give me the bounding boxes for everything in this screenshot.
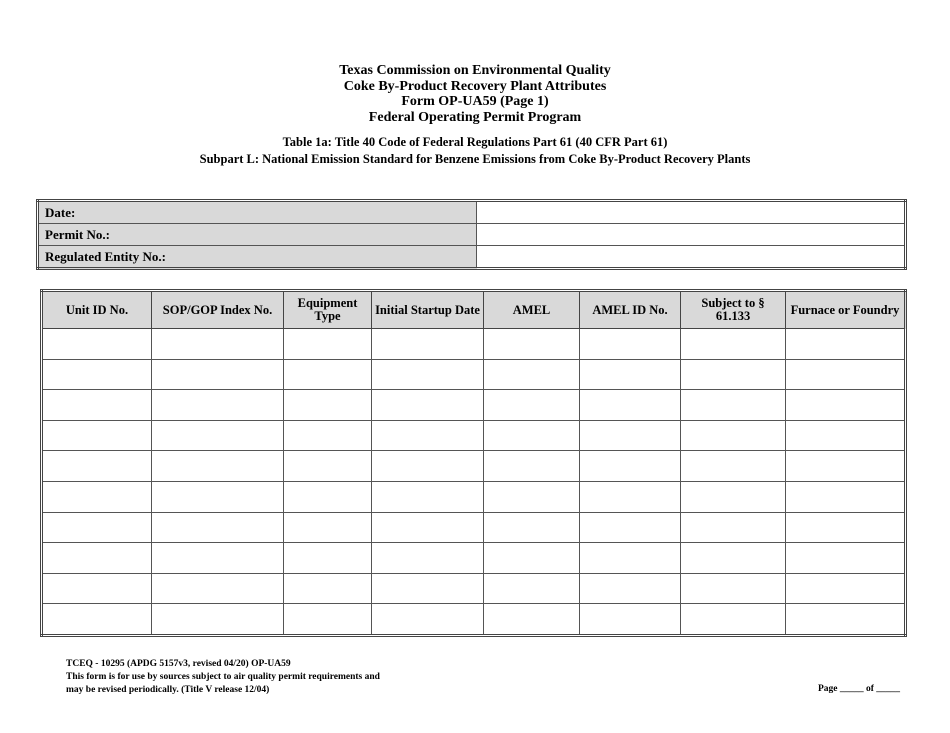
table-cell[interactable] <box>152 390 284 421</box>
info-table <box>36 199 907 270</box>
table-cell[interactable] <box>681 512 786 543</box>
table-cell[interactable] <box>786 604 906 636</box>
table-cell[interactable] <box>284 573 372 604</box>
table-row <box>42 543 906 574</box>
table-cell[interactable] <box>484 512 580 543</box>
form-id: TCEQ - 10295 (APDG 5157v3, revised 04/20) OP-UA59 <box>66 659 291 669</box>
info-row <box>38 246 906 269</box>
table-cell[interactable] <box>580 604 681 636</box>
table-cell[interactable] <box>681 451 786 482</box>
table-cell[interactable] <box>580 329 681 360</box>
table-cell[interactable] <box>484 390 580 421</box>
table-cell[interactable] <box>284 451 372 482</box>
info-row <box>38 201 906 224</box>
info-value-field[interactable] <box>477 246 906 269</box>
table-cell[interactable] <box>284 481 372 512</box>
table-cell[interactable] <box>42 359 152 390</box>
table-cell[interactable] <box>580 573 681 604</box>
table-cell[interactable] <box>152 420 284 451</box>
table-cell[interactable] <box>152 512 284 543</box>
table-cell[interactable] <box>42 329 152 360</box>
table-cell[interactable] <box>42 543 152 574</box>
table-cell[interactable] <box>484 451 580 482</box>
table-cell[interactable] <box>372 390 484 421</box>
table-cell[interactable] <box>484 543 580 574</box>
column-header: Subject to § 61.133 <box>681 291 786 329</box>
table-cell[interactable] <box>786 390 906 421</box>
table-cell[interactable] <box>152 329 284 360</box>
column-header: Initial Startup Date <box>372 291 484 329</box>
table-row <box>42 359 906 390</box>
table-cell[interactable] <box>42 512 152 543</box>
table-cell[interactable] <box>580 359 681 390</box>
table-cell[interactable] <box>284 604 372 636</box>
table-cell[interactable] <box>786 451 906 482</box>
table-cell[interactable] <box>681 329 786 360</box>
info-label: Permit No.: <box>38 224 477 246</box>
column-header: Equipment Type <box>284 291 372 329</box>
table-cell[interactable] <box>42 390 152 421</box>
page-number: Page _____ of _____ <box>818 684 901 694</box>
table-row <box>42 573 906 604</box>
table-cell[interactable] <box>152 604 284 636</box>
table-cell[interactable] <box>580 512 681 543</box>
table-cell[interactable] <box>284 543 372 574</box>
form-header <box>0 63 950 125</box>
column-header: SOP/GOP Index No. <box>152 291 284 329</box>
table-cell[interactable] <box>786 359 906 390</box>
column-header: Furnace or Foundry <box>786 291 906 329</box>
table-cell[interactable] <box>681 604 786 636</box>
table-row <box>42 329 906 360</box>
table-cell[interactable] <box>284 420 372 451</box>
table-cell[interactable] <box>786 573 906 604</box>
table-cell[interactable] <box>484 359 580 390</box>
table-cell[interactable] <box>42 481 152 512</box>
table-cell[interactable] <box>152 573 284 604</box>
table-cell[interactable] <box>786 543 906 574</box>
info-label: Regulated Entity No.: <box>38 246 477 269</box>
form-title: Coke By-Product Recovery Plant Attributes <box>343 78 607 94</box>
table-cell[interactable] <box>372 604 484 636</box>
info-value-field[interactable] <box>477 224 906 246</box>
table-cell[interactable] <box>484 481 580 512</box>
table-cell[interactable] <box>372 329 484 360</box>
info-label: Date: <box>38 201 477 224</box>
table-cell[interactable] <box>484 329 580 360</box>
form-number: Form OP-UA59 (Page 1) <box>401 94 549 109</box>
table-cell[interactable] <box>484 420 580 451</box>
footer <box>66 658 380 697</box>
table-cell[interactable] <box>284 359 372 390</box>
table-cell[interactable] <box>484 604 580 636</box>
table-cell[interactable] <box>372 359 484 390</box>
table-heading <box>0 134 950 168</box>
table-cell[interactable] <box>681 481 786 512</box>
table-cell[interactable] <box>580 420 681 451</box>
table-cell[interactable] <box>580 390 681 421</box>
table-row <box>42 451 906 482</box>
table-cell[interactable] <box>284 390 372 421</box>
table-cell[interactable] <box>681 543 786 574</box>
table-row <box>42 512 906 543</box>
table-title: Table 1a: Title 40 Code of Federal Regulations Part 61 (40 CFR Part 61) <box>282 135 668 149</box>
table-subtitle: Subpart L: National Emission Standard for Benzene Emissions from Coke By-Product Recovery Plants <box>199 152 751 166</box>
table-cell[interactable] <box>284 329 372 360</box>
table-cell[interactable] <box>152 543 284 574</box>
table-cell[interactable] <box>372 543 484 574</box>
table-cell[interactable] <box>42 573 152 604</box>
column-header: Unit ID No. <box>42 291 152 329</box>
column-header: AMEL ID No. <box>580 291 681 329</box>
table-cell[interactable] <box>372 573 484 604</box>
table-cell[interactable] <box>42 420 152 451</box>
table-cell[interactable] <box>681 359 786 390</box>
table-cell[interactable] <box>786 420 906 451</box>
table-cell[interactable] <box>152 451 284 482</box>
table-cell[interactable] <box>681 573 786 604</box>
attributes-table <box>40 289 907 637</box>
table-cell[interactable] <box>681 420 786 451</box>
table-cell[interactable] <box>786 329 906 360</box>
table-row <box>42 481 906 512</box>
info-value-field[interactable] <box>477 201 906 224</box>
table-cell[interactable] <box>42 451 152 482</box>
program-name: Federal Operating Permit Program <box>368 109 582 125</box>
table-cell[interactable] <box>484 573 580 604</box>
table-cell[interactable] <box>372 420 484 451</box>
table-cell[interactable] <box>372 451 484 482</box>
footer-note: This form is for use by sources subject to air quality permit requirements and <box>66 672 380 682</box>
footer-note: may be revised periodically. (Title V release 12/04) <box>66 685 270 695</box>
table-row <box>42 420 906 451</box>
table-cell[interactable] <box>580 481 681 512</box>
info-row <box>38 224 906 246</box>
table-row <box>42 390 906 421</box>
table-cell[interactable] <box>152 359 284 390</box>
table-cell[interactable] <box>152 481 284 512</box>
table-cell[interactable] <box>284 512 372 543</box>
table-cell[interactable] <box>681 390 786 421</box>
table-cell[interactable] <box>372 481 484 512</box>
column-header: AMEL <box>484 291 580 329</box>
table-cell[interactable] <box>580 451 681 482</box>
table-cell[interactable] <box>372 512 484 543</box>
table-row <box>42 604 906 636</box>
table-cell[interactable] <box>580 543 681 574</box>
table-cell[interactable] <box>42 604 152 636</box>
table-cell[interactable] <box>786 512 906 543</box>
agency-name: Texas Commission on Environmental Quality <box>339 63 611 78</box>
table-cell[interactable] <box>786 481 906 512</box>
